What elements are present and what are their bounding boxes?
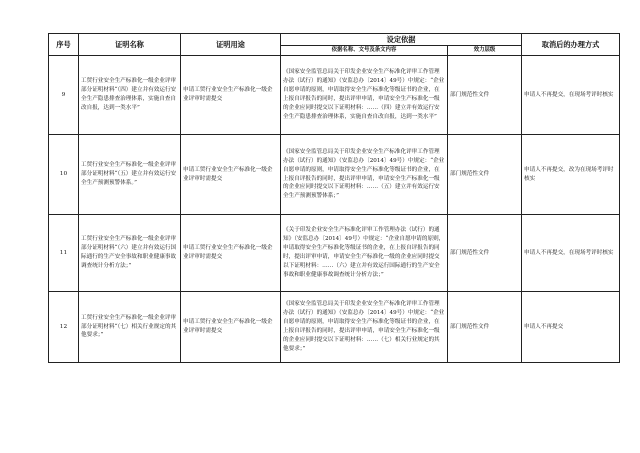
header-basis-level: 效力层级: [448, 46, 522, 56]
header-cert-name: 证明名称: [79, 34, 181, 56]
cert-name-cell: 工贸行业安全生产标准化一级企业评审部分证明材料“（七）相关行业规定的其他要求；”: [79, 292, 181, 363]
basis-level-cell: 部门规范性文件: [448, 56, 522, 135]
row-number: 11: [49, 215, 79, 292]
basis-level-cell: 部门规范性文件: [448, 215, 522, 292]
cert-use-cell: 申请工贸行业安全生产标准化一级企业评审时需提交: [181, 135, 281, 215]
header-row: [49, 34, 620, 46]
basis-doc-cell: 《国家安全监管总局关于印发企业安全生产标准化评审工作管理办法（试行）的通知》（安监总办〔2014〕49号）中规定：“企业自愿申请的原则，申请取得安全生产标准化等级证书的企业，在上报自评报告的同时，提出评审申请，申请安全生产标准化一级的企业应同时提交以下证明材料：……（四）建立并有效运行安全生产隐患排查治理体系，实施自查自改自报，达到一类水平”: [281, 56, 448, 135]
header-no: 序号: [49, 34, 79, 56]
cert-name-cell: 工贸行业安全生产标准化一级企业评审部分证明材料“（四）建立并有效运行安全生产隐患排查治理体系，实施自查自改自报，达到一类水平”: [79, 56, 181, 135]
header-after-cancel: 取消后的办理方式: [522, 34, 620, 56]
after-cancel-cell: 申请人不再提交，在现场考评时核实: [522, 215, 620, 292]
cert-use-cell: 申请工贸行业安全生产标准化一级企业评审时需提交: [181, 56, 281, 135]
cert-name-cell: 工贸行业安全生产标准化一级企业评审部分证明材料“（六）建立并有效运行国际通行的生产安全事故和职业健康事故调查统计分析方法；”: [79, 215, 181, 292]
basis-level-cell: 部门规范性文件: [448, 135, 522, 215]
table-row: [49, 215, 620, 292]
table-row: [49, 292, 620, 363]
cert-use-cell: 申请工贸行业安全生产标准化一级企业评审时需提交: [181, 292, 281, 363]
table-row: [49, 135, 620, 215]
basis-doc-cell: 《国家安全监管总局关于印发企业安全生产标准化评审工作管理办法（试行）的通知》（安监总办〔2014〕49号）中规定：“企业自愿申请的原则，申请取得安全生产标准化等级证书的企业，在上报自评报告的同时，提出评审申请，申请安全生产标准化一级的企业应同时提交以下证明材料：……（五）建立并有效运行安全生产预测预警体系；”: [281, 135, 448, 215]
row-number: 9: [49, 56, 79, 135]
row-number: 12: [49, 292, 79, 363]
basis-doc-cell: 《国家安全监管总局关于印发企业安全生产标准化评审工作管理办法（试行）的通知》（安监总办〔2014〕49号）中规定：“企业自愿申请的原则，申请取得安全生产标准化等级证书的企业，在上报自评报告的同时，提出评审申请，申请安全生产标准化一级的企业应同时提交以下证明材料：……（七）相关行业规定的其他要求；”: [281, 292, 448, 363]
basis-doc-cell: 《关于印发企业安全生产标准化评审工作管理办法（试行）的通知》（安监总办〔2014〕49号）中规定：“企业自愿申请的原则，申请取得安全生产标准化等级证书的企业，在上报自评报告的同时，提出评审申请，申请安全生产标准化一级的企业应同时提交以下证明材料：……（六）建立并有效运行国际通行的生产安全事故和职业健康事故调查统计分析方法；”: [281, 215, 448, 292]
header-cert-use: 证明用途: [181, 34, 281, 56]
table-row: [49, 56, 620, 135]
row-number: 10: [49, 135, 79, 215]
after-cancel-cell: 申请人不再提交，在现场考评时核实: [522, 56, 620, 135]
cert-use-cell: 申请工贸行业安全生产标准化一级企业评审时需提交: [181, 215, 281, 292]
header-basis: 设定依据: [281, 34, 522, 46]
after-cancel-cell: 申请人不再提交，改为在现场考评时核实: [522, 135, 620, 215]
basis-level-cell: 部门规范性文件: [448, 292, 522, 363]
cert-name-cell: 工贸行业安全生产标准化一级企业评审部分证明材料“（五）建立并有效运行安全生产预测预警体系。”: [79, 135, 181, 215]
certificate-table: [48, 33, 620, 363]
header-basis-doc: 依据名称、文号及条文内容: [281, 46, 448, 56]
after-cancel-cell: 申请人不再提交: [522, 292, 620, 363]
